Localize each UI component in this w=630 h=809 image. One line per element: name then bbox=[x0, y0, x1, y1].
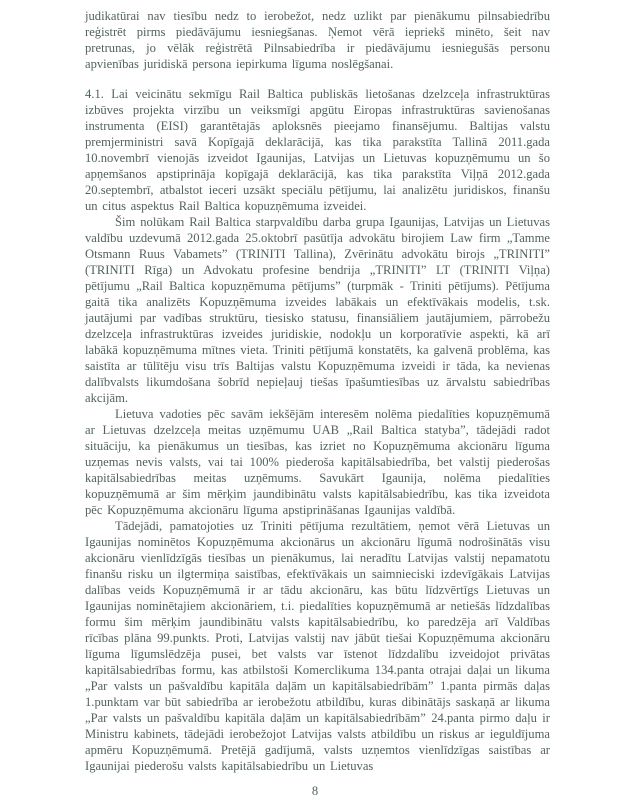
paragraph-section-4-1: 4.1. Lai veicinātu sekmīgu Rail Baltica publiskās lietošanas dzelzceļa infrastruktūras izbūves projekta virzību un veiksmīgi apgūtu Eiropas infrastruktūras savienošanas instrumenta (EISI) garantētajās aploksnēs pieejamo finansējumu. Baltijas valstu premjerministri savā Kopīgajā deklarācijā, kas tika parakstīta Tallinā 2011.gada 10.novembrī vienojās izveidot Igaunijas, Latvijas un Lietuvas kopuzņēmumu un šo apņemšanos apstiprināja kopīgajā deklarācijā, kas tika parakstīta Viļņā 2012.gada 20.septembrī, atbalstot ieceri uzsākt speciālu pētījumu, lai analizētu juridiskos, finanšu un citus aspektus Rail Baltica kopuzņēmuma izveidei. bbox=[85, 87, 550, 213]
paragraph-continuation: judikatūrai nav tiesību nedz to ierobežot, nedz uzlikt par pienākumu pilnsabiedrību reģistrēt pirms piedāvājumu iesniegšanas. Ņemot vērā iepriekš minēto, šeit nav pretrunas, jo vēlāk reģistrētā Pilnsabiedrība ir piedāvājumu iesniegušās personu apvienības juridiskā persona iepirkuma līguma noslēgšanai. bbox=[85, 9, 550, 71]
page-number: 8 bbox=[311, 784, 319, 798]
paragraph-tadejadi: Tādejādi, pamatojoties uz Triniti pētījuma rezultātiem, ņemot vērā Lietuvas un Igaunijas nominētos Kopuzņēmuma akcionārus un akcionāru līgumā nodrošinātās visu akcionāru vienlīdzīgās tiesības un pienākumus, lai neradītu Latvijas valstij nepamatotu finanšu risku un ilgtermiņa saistības, efektīvākais un saimnieciski izdevīgākais Latvijas dalības veids Kopuzņēmumā ir ar tādu akcionāru, kas būtu līdzvērtīgs Lietuvas un Igaunijas nominētajiem akcionāriem, t.i. piedalīties kopuzņēmumā ar netiešās līdzdalības formu šim mērķim jaundibinātu valsts kapitālsabiedrību, ko paredzēja arī Valdības rīcības plāna 99.punkts. Proti, Latvijas valstij nav jābūt tiešai Kopuzņēmuma akcionāru līguma līgumslēdzēja pusei, bet valsts var īstenot līdzdalību izveidojot privātas kapitālsabiedrības formu, kas atbilstoši Komerclikuma 134.panta otrajai daļai un likuma „Par valsts un pašvaldību kapitāla daļām un kapitālsabiedrībām” 1.panta pirmās daļas 1.punktam var būt sabiedrība ar ierobežotu atbildību, kuras dibinātājs saskaņā ar likuma „Par valsts un pašvaldību kapitāla daļām un kapitālsabiedrībām” 24.panta pirmo daļu ir Ministru kabinets, tādejādi ierobežojot Latvijas valsts atbildību un riskus ar ieguldījuma apmēru Kopuzņēmumā. Pretējā gadījumā, valsts uzņemtos vienlīdzīgas saistības ar Igaunijai piederošu valsts kapitālsabiedrību un Lietuvas bbox=[85, 519, 550, 773]
paragraph-sim-nolukam: Šim nolūkam Rail Baltica starpvaldību darba grupa Igaunijas, Latvijas un Lietuvas valdību uzdevumā 2012.gada 25.oktobrī pasūtīja advokātu birojiem Law firm „Tamme Otsmann Ruus Vabamets” (TRINITI Tallina), Zvērinātu advokātu birojs „TRINITI” (TRINITI Rīga) un Advokatu profesine bendrija „TRINITI” LT (TRINITI Viļņa) pētījumu „Rail Baltica kopuzņēmuma pētījums” (turpmāk - Triniti pētījums). Pētījuma gaitā tika analizēts Kopuzņēmuma izveides labākais un efektīvākais modelis, t.sk. jautājumi par vadības struktūru, tiesisko statusu, finansiāliem jautājumiem, pārrobežu dzelzceļa infrastruktūras izveides juridiskie, nodokļu un korporatīvie aspekti, kā arī labākā kopuzņēmuma mītnes vieta. Triniti pētījumā konstatēts, ka galvenā problēma, kas saistīta ar tūlītēju visu trīs Baltijas valstu Kopuzņēmuma izveidi ir tāda, ka nevienas dalībvalsts likumdošana šobrīd nepieļauj tiešas īpašumtiesības uz ārvalstu sabiedrības akcijām. bbox=[85, 215, 550, 405]
paragraph-lietuva: Lietuva vadoties pēc savām iekšējām interesēm nolēma piedalīties kopuzņēmumā ar Lietuvas dzelzceļa meitas uzņēmumu UAB „Rail Baltica statyba”, tādejādi radot situāciju, ka pienākumus un tiesības, kas izriet no Kopuzņēmuma akcionāru līguma uzņemas nevis valsts, vai tai 100% piederoša kapitālsabiedrība, bet valstij piederošas kapitālsabiedrības meitas uzņēmums. Savukārt Igaunija, nolēma piedalīties kopuzņēmumā ar šim mērķim jaundibinātu valsts kapitālsabiedrību, kas tika izveidota pēc Kopuzņēmuma akcionāru līguma apstiprināšanas Igaunijas valdībā. bbox=[85, 407, 550, 517]
